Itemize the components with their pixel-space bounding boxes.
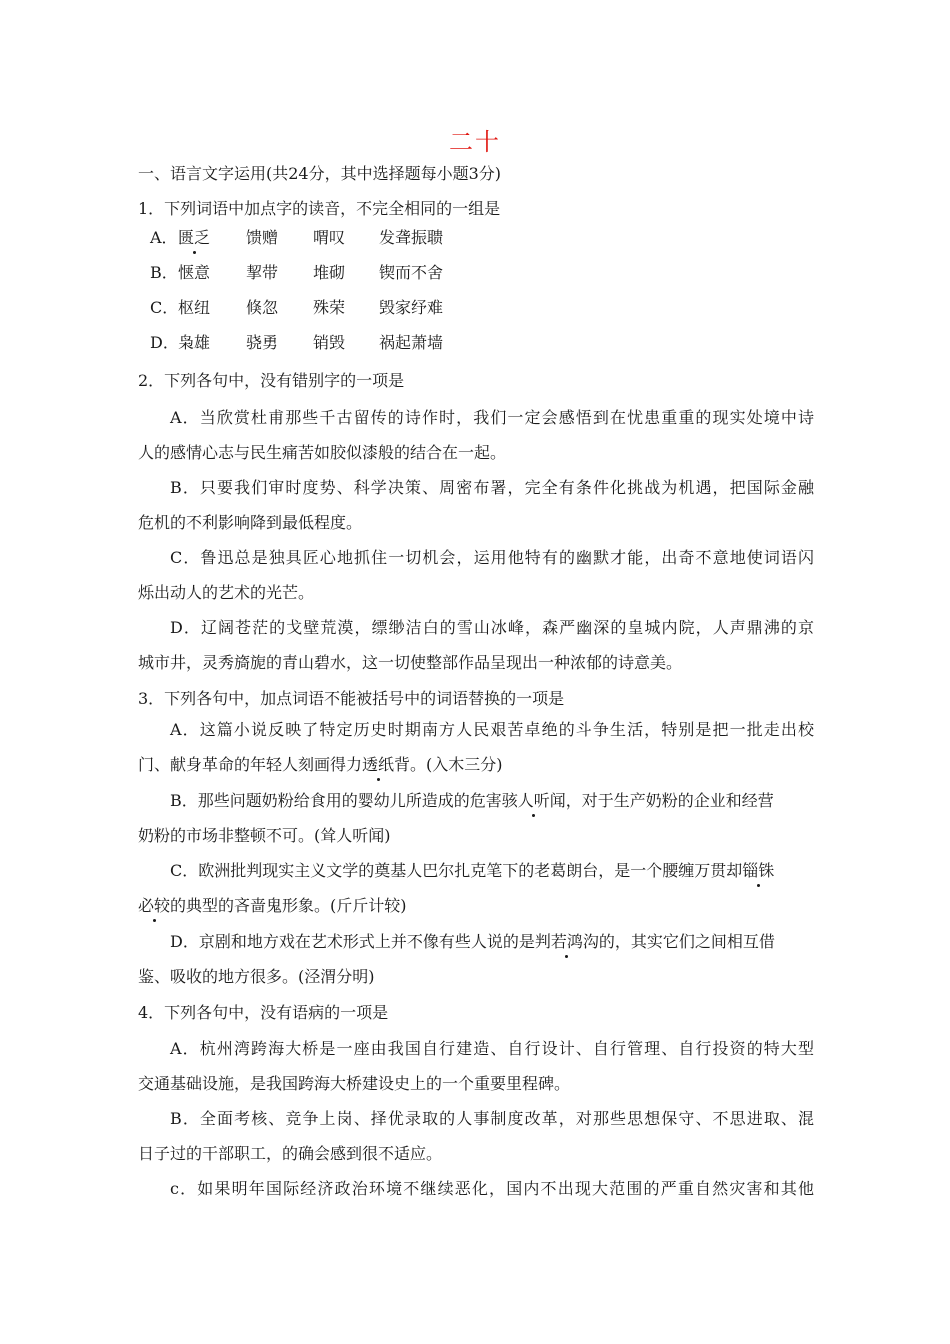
option-word-3: 堆砌 [313, 263, 346, 282]
question-1-option-c [150, 298, 470, 318]
question-4-option-b-line-1: B．全面考核、竞争上岗、择优录取的人事制度改革，对那些思想保守、不思进取、混 [170, 1109, 814, 1128]
dotted-term: 必较 [138, 896, 171, 915]
question-1-stem: 1．下列词语中加点字的读音，不完全相同的一组是 [138, 199, 501, 218]
question-1-option-a [150, 228, 470, 248]
option-label: B． [150, 263, 178, 282]
question-3-option-b-line-1: B．那些问题奶粉给食用的婴幼儿所造成的危害骇人听闻，对于生产奶粉的企业和经营 [170, 791, 774, 810]
option-word-2: 馈赠 [246, 228, 279, 247]
option-label: D． [150, 333, 179, 352]
question-2-option-c-line-1: C．鲁迅总是独具匠心地抓住一切机会，运用他特有的幽默才能，出奇不意地使词语闪 [170, 548, 814, 567]
option-word-4: 毁家纾难 [379, 298, 444, 317]
question-2-option-c-line-2: 烁出动人的艺术的光芒。 [138, 583, 315, 602]
option-word-4: 发聋振聩 [379, 228, 444, 247]
option-word-1: 惬意 [178, 263, 211, 282]
option-label: C． [150, 298, 179, 317]
question-4-option-c-line-1: c．如果明年国际经济政治环境不继续恶化，国内不出现大范围的严重自然灾害和其他 [170, 1179, 814, 1198]
question-3-option-c-line-1: C．欧洲批判现实主义文学的奠基人巴尔扎克笔下的老葛朗台，是一个腰缠万贯却锱铢 [170, 861, 775, 880]
question-4-stem: 4．下列各句中，没有语病的一项是 [138, 1003, 389, 1022]
option-label: A． [150, 228, 178, 247]
dotted-term: 骇人听闻 [501, 791, 566, 810]
question-3-option-a-line-1: A．这篇小说反映了特定历史时期南方人民艰苦卓绝的斗争生活，特别是把一批走出校 [170, 720, 814, 739]
option-word-4: 锲而不舍 [379, 263, 444, 282]
option-word-2: 挈带 [246, 263, 279, 282]
option-word-1: 匮乏 [178, 228, 211, 247]
option-word-2: 骁勇 [246, 333, 279, 352]
question-3-option-d-line-2: 鉴、吸收的地方很多。(泾渭分明) [138, 967, 375, 986]
option-word-2: 倏忽 [246, 298, 279, 317]
question-2-option-a-line-2: 人的感情心志与民生痛苦如胶似漆般的结合在一起。 [138, 443, 507, 462]
question-3-stem: 3．下列各句中，加点词语不能被括号中的词语替换的一项是 [138, 689, 565, 708]
question-3-option-d-line-1: D．京剧和地方戏在艺术形式上并不像有些人说的是判若鸿沟的，其实它们之间相互借 [170, 932, 775, 951]
section-heading: 一、语言文字运用(共24分，其中选择题每小题3分) [138, 164, 502, 183]
question-2-stem: 2．下列各句中，没有错别字的一项是 [138, 371, 405, 390]
option-word-3: 喟叹 [313, 228, 346, 247]
question-2-option-d-line-2: 城市井，灵秀旖旎的青山碧水，这一切使整部作品呈现出一种浓郁的诗意美。 [138, 653, 683, 672]
dotted-term: 力透纸背 [346, 755, 411, 774]
question-1-option-d [150, 333, 470, 353]
option-word-3: 殊荣 [313, 298, 346, 317]
question-3-option-c-line-2: 必较的典型的吝啬鬼形象。(斤斤计较) [138, 896, 407, 915]
question-2-option-b-line-2: 危机的不利影响降到最低程度。 [138, 513, 363, 532]
dotted-term: 判若鸿沟 [534, 932, 599, 951]
question-2-option-a-line-1: A．当欣赏杜甫那些千古留传的诗作时，我们一定会感悟到在忧患重重的现实处境中诗 [170, 408, 814, 427]
question-4-option-a-line-2: 交通基础设施，是我国跨海大桥建设史上的一个重要里程碑。 [138, 1074, 571, 1093]
question-4-option-a-line-1: A．杭州湾跨海大桥是一座由我国自行建造、自行设计、自行管理、自行投资的特大型 [170, 1039, 814, 1058]
question-3-option-a-line-2: 门、献身革命的年轻人刻画得力透纸背。(入木三分) [138, 755, 503, 774]
dotted-term: 锱铢 [742, 861, 775, 880]
question-3-option-b-line-2: 奶粉的市场非整顿不可。(耸人听闻) [138, 826, 391, 845]
question-2-option-b-line-1: B．只要我们审时度势、科学决策、周密布署，完全有条件化挑战为机遇，把国际金融 [170, 478, 814, 497]
question-1-option-b [150, 263, 470, 283]
option-word-3: 销毁 [313, 333, 346, 352]
option-word-4: 祸起萧墙 [379, 333, 444, 352]
option-word-1: 枭雄 [178, 333, 211, 352]
page-title: 二十 [449, 128, 501, 156]
option-word-1: 枢纽 [178, 298, 211, 317]
question-2-option-d-line-1: D．辽阔苍茫的戈壁荒漠，缥缈洁白的雪山冰峰，森严幽深的皇城内院，人声鼎沸的京 [170, 618, 814, 637]
question-4-option-b-line-2: 日子过的干部职工，的确会感到很不适应。 [138, 1144, 443, 1163]
